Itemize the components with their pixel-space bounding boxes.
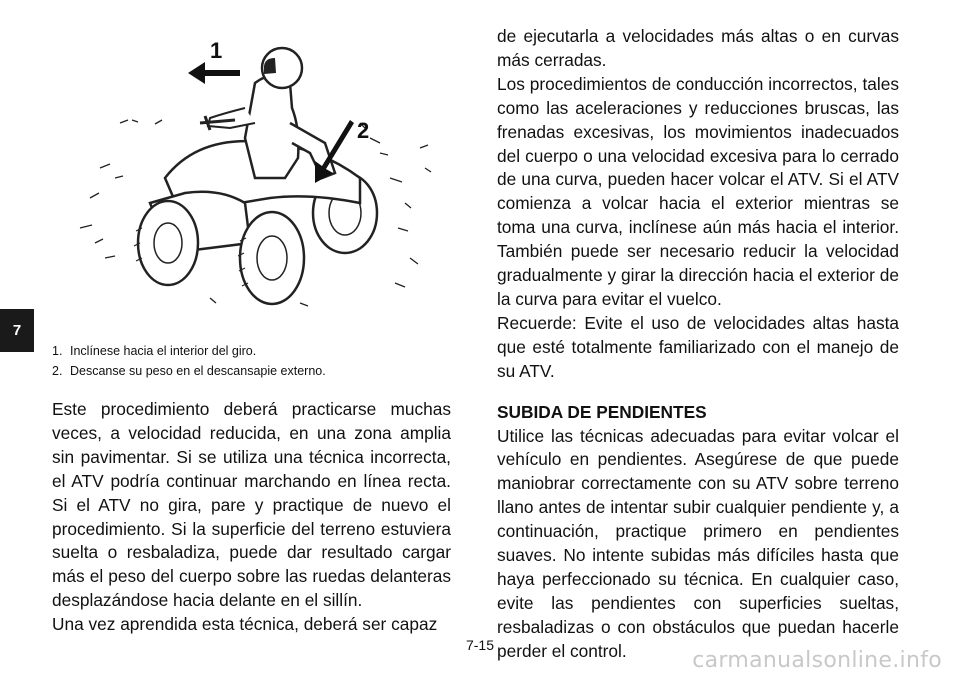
page-number: 7-15 bbox=[465, 637, 495, 653]
chapter-number: 7 bbox=[12, 322, 22, 339]
front-wheel-left bbox=[138, 201, 198, 285]
chapter-tab bbox=[0, 309, 34, 352]
caption-item: 1. Inclínese hacia el interior del giro. bbox=[52, 344, 257, 358]
section-heading: SUBIDA DE PENDIENTES bbox=[497, 401, 707, 422]
front-wheel-right bbox=[240, 212, 304, 304]
body-paragraph: Utilice las técnicas adecuadas para evitar volcar el vehículo en pendientes. Asegúrese de que puede maniobrar correctamente con su ATV sobre terreno llano antes de intentar subir cualquier pendiente y, a continuación, practique primero en pendientes suaves. No intente subidas más difíciles hasta que haya perfeccionado su técnica. En cualquier caso, evite las pendientes con superficies sueltas, resbaladizas o con obstáculos que puedan hacerle perder el control. bbox=[497, 425, 899, 661]
arrow-lean-icon bbox=[188, 62, 240, 84]
body-paragraph: Recuerde: Evite el uso de velocidades altas hasta que esté totalmente familiarizado con el manejo de su ATV. bbox=[497, 312, 899, 381]
body-paragraph: Una vez aprendida esta técnica, deberá ser capaz bbox=[52, 614, 438, 635]
caption-item: 2. Descanse su peso en el descansapie externo. bbox=[52, 364, 326, 378]
callout-2: 2 bbox=[357, 118, 370, 143]
body-paragraph: de ejecutarla a velocidades más altas o en curvas más cerradas. bbox=[497, 26, 899, 70]
watermark: carmanualsonline.info bbox=[692, 648, 942, 673]
body-paragraph: Este procedimiento deberá practicarse muchas veces, a velocidad reducida, en una zona amplia sin pavimentar. Si se utiliza una técnica incorrecta, el ATV podría continuar marchando en línea recta. Si el ATV no gira, pare y practique de nuevo el procedimiento. Si la superficie del terreno estuviera suelta o resbaladiza, puede dar resultado cargar más el peso del cuerpo sobre las ruedas delanteras desplazándose hacia delante en el sillín. bbox=[52, 399, 451, 611]
left-column bbox=[52, 398, 451, 637]
body-paragraph: Los procedimientos de conducción incorrectos, tales como las aceleraciones y reducciones bruscas, las frenadas excesivas, los movimientos inadecuados del cuerpo o una velocidad excesiva para lo cerrado de una curva, pueden hacer volcar el ATV. Si el ATV comienza a volcar hacia el exterior mientras se toma una curva, inclínese aún más hacia el interior. También puede ser necesario reducir la velocidad gradualmente y girar la dirección hacia el exterior de la curva para evitar el vuelco. bbox=[497, 73, 899, 309]
right-column bbox=[497, 25, 899, 664]
atv-rider-illustration bbox=[60, 28, 440, 333]
figure-captions bbox=[52, 341, 452, 381]
callout-1: 1 bbox=[210, 38, 223, 63]
